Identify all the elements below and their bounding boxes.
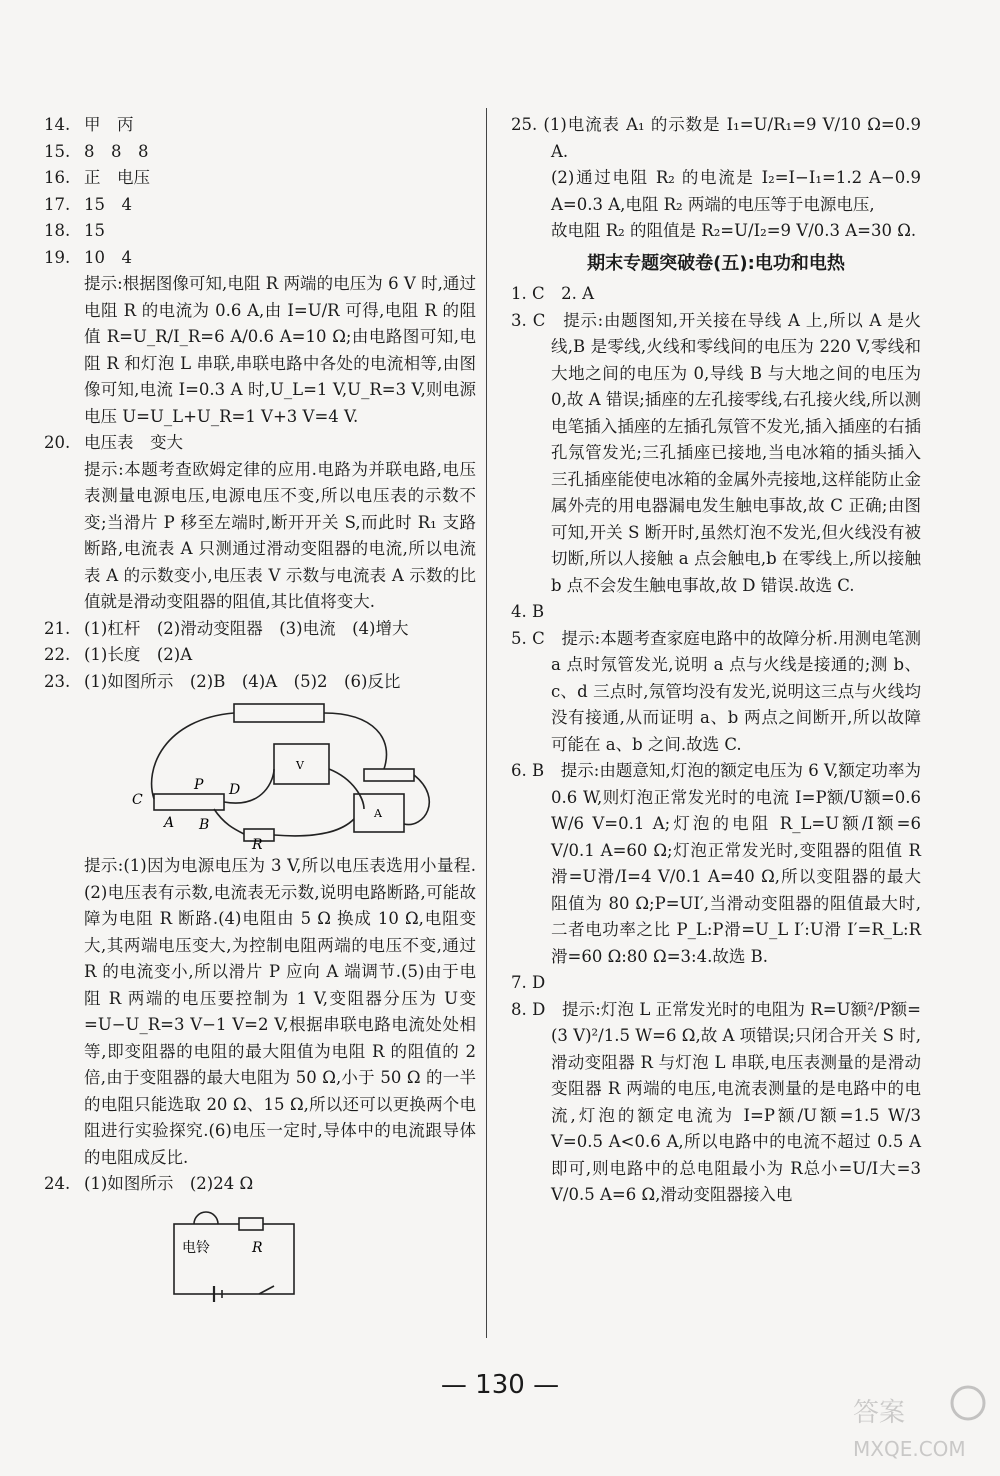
section-title: 期末专题突破卷(五):电功和电热 [587,252,845,274]
label-d: D [229,782,241,798]
label-r: R [252,837,263,849]
rheostat [154,794,224,810]
watermark-logo [848,1381,988,1466]
answer-6: 6. B 提示:由题意知,灯泡的额定电压为 6 V,额定功率为 0.6 W,则灯泡正常发光时的电流 I=P额/U额=0.6 W/6 V=0.1 A;灯泡的电阻 R_L=U额/I额=6 V/0.1 A=60 Ω;灯泡正常发光时,变阻器的阻值 R滑=U滑/I=4 V/0.1 A=40 Ω,所以变阻器的最大阻值为 80 Ω;P=UI′,当滑动变阻器的阻值最大时,二者电功率之比 P_L:P滑=U_L I′:U滑 I′=R_L:R滑=60 Ω:80 Ω=3:4.故选 B. [511,761,921,966]
battery-holder [234,704,324,722]
answer-22: 22. (1)长度 (2)A [44,645,193,664]
circuit-figure-24 [164,1202,324,1302]
answer-16: 16. 正 电压 [44,168,150,187]
answer-3: 3. C 提示:由题图知,开关接在导线 A 上,所以 A 是火线,B 是零线,火线和零线间的电压为 220 V,零线和大地之间的电压为 0,导线 B 与大地之间的电压为 0,故 A 错误;插座的左孔接零线,右孔接火线,所以测电笔插入插座的左插孔氖管不发光,插入插座的右插孔氖管发光;三孔插座已接地,当电冰箱的插头插入三孔插座能使电冰箱的金属外壳接地,这样能防止金属外壳的用电器漏电发生触电事故,故 C 正确;由图可知,开关 S 断开时,虽然灯泡不发光,但火线没有被切断,所以人接触 a 点会触电,b 在零线上,所以接触 b 点不会发生触电事故,故 D 错误.故选 C. [511,310,921,595]
left-column [44,112,476,1306]
column-divider [486,108,487,1338]
right-column [511,112,921,1209]
answer-25-1: 25. (1)电流表 A₁ 的示数是 I₁=U/R₁=9 V/10 Ω=0.9 A. [511,115,921,161]
label-b: B [199,817,210,833]
answer-25-3: 故电阻 R₂ 的阻值是 R₂=U/I₂=9 V/0.3 A=30 Ω. [551,221,917,240]
hint-20: 提示:本题考查欧姆定律的应用.电路为并联电路,电压表测量电源电压,电源电压不变,所以电压表的示数不变;当滑片 P 移至左端时,断开开关 S,而此时 R₁ 支路断路,电流表 A 只测通过滑动变阻器的电流,所以电流表 A 的示数变小,电压表 V 示数与电流表 A 示数的比值就是滑动变阻器的阻值,其比值将变大. [84,459,476,611]
watermark-text: MXQE.COM [853,1437,966,1461]
answer-5: 5. C 提示:本题考查家庭电路中的故障分析.用测电笔测 a 点时氖管发光,说明 a 点与火线是接通的;测 b、c、d 三点时,氖管均没有发光,说明这三点与火线均没有接通,从而证明 a、b 两点之间断开,所以故障可能在 a、b 之间.故选 C. [511,628,921,754]
switch [364,769,414,781]
answer-17: 17. 15 4 [44,194,132,214]
label-ammeter: A [374,807,382,820]
answer-15: 15. 8 8 8 [44,141,149,161]
answer-20: 20. 电压表 变大 [44,433,183,452]
answer-23: 23. (1)如图所示 (2)B (4)A (5)2 (6)反比 [44,671,401,691]
page-number: — 130 — [440,1370,560,1400]
label-a: A [164,815,175,831]
answer-14: 14. 甲 丙 [44,115,134,134]
label-p: P [194,777,204,793]
answer-7: 7. D [511,973,546,992]
answer-18: 18. 15 [44,221,105,240]
answer-8: 8. D 提示:灯泡 L 正常发光时的电阻为 R=U额²/P额=(3 V)²/1.5 W=6 Ω,故 A 项错误;只闭合开关 S 时,滑动变阻器 R 与灯泡 L 串联,电压表测量的是滑动变阻器 R 两端的电压,电流表测量的是电路中的电流,灯泡的额定电流为 I=P额/U额=1.5 W/3 V=0.5 A<0.6 A,所以电路中的电流不超过 0.5 A 即可,则电路中的总电阻最小为 R总小=U/I大=3 V/0.5 A=6 Ω,滑动变阻器接入电 [511,999,921,1204]
label-v: V [296,759,304,772]
hint-19: 提示:根据图像可知,电阻 R 两端的电压为 6 V 时,通过电阻 R 的电流为 0.6 A,由 I=U/R 可得,电阻 R 的阻值 R=U_R/I_R=6 A/0.6 A=10 Ω;由电路图可知,电阻 R 和灯泡 L 串联,串联电路中各处的电流相等,由图像可知,电流 I=0.3 A 时,U_L=1 V,U_R=3 V,则电源电压 U=U_L+U_R=1 V+3 V=4 V. [84,274,476,426]
label-c: C [132,792,143,808]
label-bell: 电铃 [182,1239,210,1256]
hint-23: 提示:(1)因为电源电压为 3 V,所以电压表选用小量程.(2)电压表有示数,电流表无示数,说明电路断路,可能故障为电阻 R 断路.(4)电阻由 5 Ω 换成 10 Ω,电阻变大,其两端电压变大,为控制电阻两端的电压不变,通过 R 的电流变小,所以滑片 P 应向 A 端调节.(5)由于电阻 R 两端的电压要控制为 1 V,变阻器分压为 U变=U−U_R=3 V−1 V=2 V,根据串联电路电流处处相等,即变阻器的电阻的最大阻值为电阻 R 的阻值的 2 倍,由于变阻器的最大电阻为 50 Ω,小于 50 Ω 的一半的电阻只能选取 20 Ω、15 Ω,所以还可以更换两个电阻进行实验探究.(6)电压一定时,导体中的电流跟导体的电阻成反比. [84,856,476,1167]
answer-4: 4. B [511,602,545,621]
circuit-figure-23 [124,699,444,849]
svg-text:答案: 答案 [853,1398,906,1428]
label-r24: R [252,1239,263,1256]
answer-19: 19. 10 4 [44,247,132,267]
answer-25-2: (2)通过电阻 R₂ 的电流是 I₂=I−I₁=1.2 A−0.9 A=0.3 A,电阻 R₂ 两端的电压等于电源电压, [551,168,921,214]
answer-24: 24. (1)如图所示 (2)24 Ω [44,1174,254,1193]
bell-dome [194,1212,218,1224]
answer-1-2: 1. C 2. A [511,284,595,303]
answer-21: 21. (1)杠杆 (2)滑动变阻器 (3)电流 (4)增大 [44,618,409,638]
